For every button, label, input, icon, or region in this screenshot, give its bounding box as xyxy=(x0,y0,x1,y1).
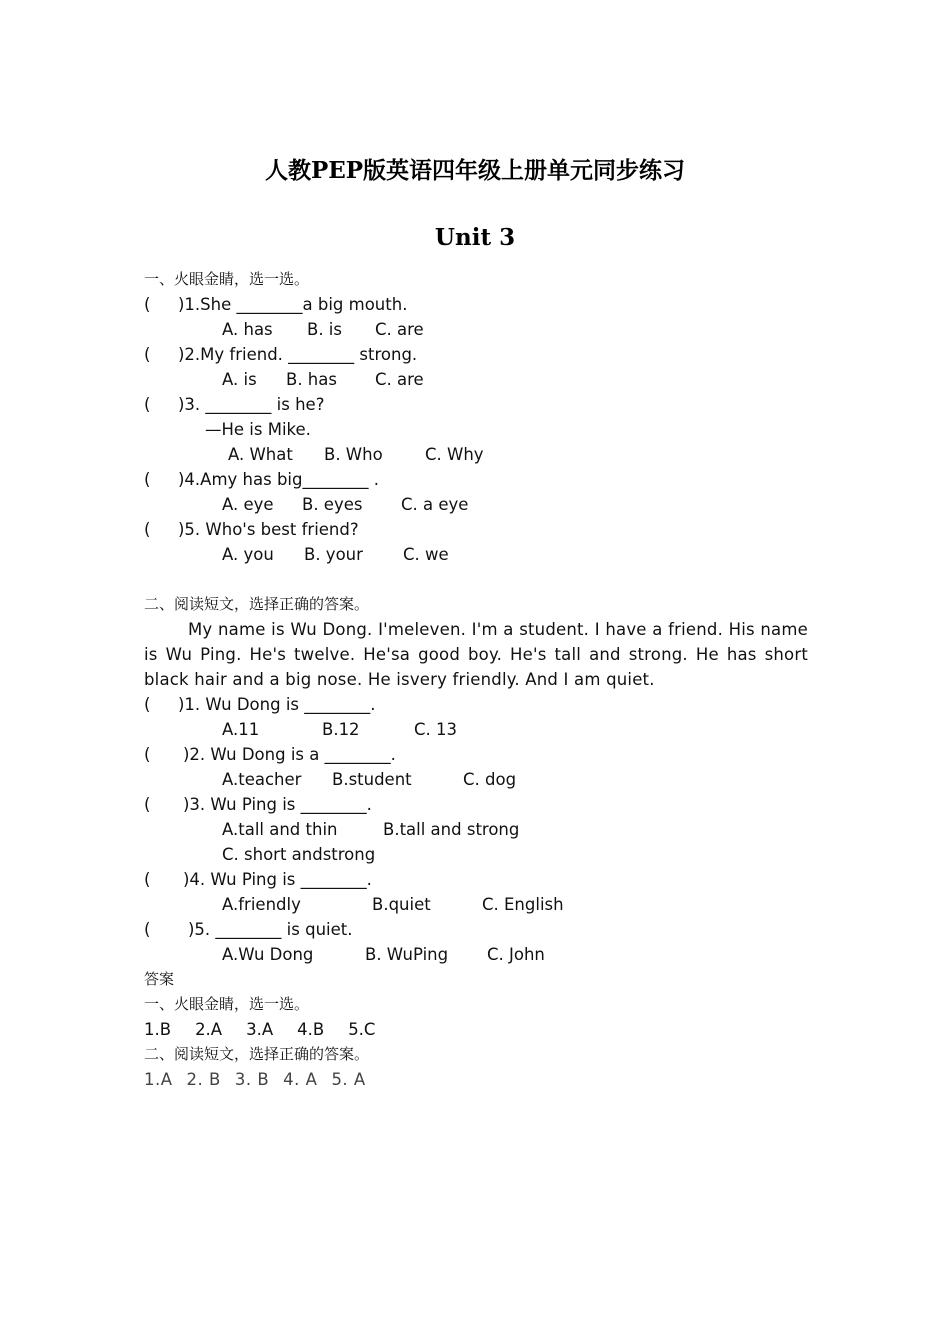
option-c: C. Why xyxy=(425,445,484,464)
option-b: B.12 xyxy=(322,720,360,739)
question-stem: )1.She ________a big mouth. xyxy=(178,295,408,314)
option-b: B.quiet xyxy=(372,895,431,914)
question xyxy=(144,742,808,767)
option-a: A.friendly xyxy=(222,895,301,914)
question-stem: )4.Amy has big________ . xyxy=(178,470,379,489)
answers-section1 xyxy=(144,1017,808,1042)
question-options-cont xyxy=(144,842,808,867)
option-a: A.tall and thin xyxy=(222,820,338,839)
section1-heading: 一、火眼金睛，选一选。 xyxy=(144,270,310,288)
section2-heading: 二、阅读短文，选择正确的答案。 xyxy=(144,595,370,613)
answer-bracket: ( xyxy=(144,695,151,714)
answers-section2-heading: 二、阅读短文，选择正确的答案。 xyxy=(144,1045,370,1063)
question xyxy=(144,692,808,717)
dialogue-answer: —He is Mike. xyxy=(205,420,311,439)
answer-bracket: ( xyxy=(144,870,151,889)
question-stem: )2.My friend. ________ strong. xyxy=(178,345,418,364)
question xyxy=(144,792,808,817)
option-c: C. 13 xyxy=(414,720,458,739)
option-c: C. are xyxy=(375,320,424,339)
answer-key-item: 4. A xyxy=(283,1070,318,1089)
answers-heading: 答案 xyxy=(144,970,175,988)
answer-key-item: 3.A xyxy=(246,1020,274,1039)
page-title: 人教PEP版英语四年级上册单元同步练习 xyxy=(264,157,686,184)
option-b: B. eyes xyxy=(302,495,363,514)
answer-bracket: ( xyxy=(144,295,151,314)
question xyxy=(144,342,808,367)
answer-key-item: 2. B xyxy=(186,1070,221,1089)
question-options xyxy=(144,892,808,917)
option-a: A. is xyxy=(222,370,257,389)
option-b: B. has xyxy=(286,370,337,389)
option-b: B.tall and strong xyxy=(383,820,520,839)
answer-bracket: ( xyxy=(144,470,151,489)
question-options xyxy=(144,317,808,342)
question xyxy=(144,867,808,892)
question xyxy=(144,517,808,542)
option-a: A. eye xyxy=(222,495,274,514)
option-c: C. a eye xyxy=(401,495,469,514)
option-a: A.Wu Dong xyxy=(222,945,314,964)
question-options xyxy=(144,817,808,842)
question xyxy=(144,392,808,417)
reading-passage: My name is Wu Dong. I'meleven. I'm a student. I have a friend. His name is Wu Ping. He's twelve. He'sa good boy. He's tall and strong. He has short black hair and a big nose. He isvery friendly. And I am quiet. xyxy=(144,620,808,689)
option-a: A. What xyxy=(228,445,293,464)
option-b: B. Who xyxy=(324,445,383,464)
answer-key-item: 3. B xyxy=(234,1070,270,1089)
question-options xyxy=(144,717,808,742)
question-stem: )5. ________ is quiet. xyxy=(188,920,353,939)
question-stem: )3. Wu Ping is ________. xyxy=(183,795,372,814)
option-c: C. dog xyxy=(463,770,517,789)
option-b: B. is xyxy=(307,320,342,339)
worksheet-content xyxy=(144,267,808,1092)
question-stem: )2. Wu Dong is a ________. xyxy=(183,745,396,764)
option-b: B. WuPing xyxy=(365,945,449,964)
question-options xyxy=(144,767,808,792)
option-a: A.11 xyxy=(222,720,260,739)
option-a: A. you xyxy=(222,545,274,564)
answer-bracket: ( xyxy=(144,345,151,364)
question-options xyxy=(144,542,808,567)
option-a: A. has xyxy=(222,320,273,339)
question-stem: )3. ________ is he? xyxy=(178,395,325,414)
question-options xyxy=(144,442,808,467)
answer-bracket: ( xyxy=(144,795,151,814)
option-c: C. John xyxy=(487,945,545,964)
option-c: C. we xyxy=(403,545,449,564)
question-stem: )4. Wu Ping is ________. xyxy=(183,870,372,889)
answer-key-item: 1.B xyxy=(144,1020,172,1039)
question-options xyxy=(144,942,808,967)
answer-bracket: ( xyxy=(144,745,151,764)
question-sub xyxy=(144,417,808,442)
answer-bracket: ( xyxy=(144,920,151,939)
answer-bracket: ( xyxy=(144,520,151,539)
option-c: C. English xyxy=(482,895,564,914)
option-b: B. your xyxy=(304,545,363,564)
answer-key-item: 4.B xyxy=(297,1020,325,1039)
question xyxy=(144,292,808,317)
answers-section2 xyxy=(144,1067,808,1092)
question xyxy=(144,467,808,492)
option-a: A.teacher xyxy=(222,770,302,789)
spacer xyxy=(144,567,808,592)
question xyxy=(144,917,808,942)
question-stem: )5. Who's best friend? xyxy=(178,520,359,539)
question-options xyxy=(144,492,808,517)
answer-key-item: 2.A xyxy=(195,1020,223,1039)
answers-section1-heading: 一、火眼金睛，选一选。 xyxy=(144,995,310,1013)
answer-key-item: 1.A xyxy=(144,1070,173,1089)
answer-key-item: 5.C xyxy=(348,1020,376,1039)
option-c: C. are xyxy=(375,370,424,389)
unit-title: Unit 3 xyxy=(434,224,516,251)
option-c: C. short andstrong xyxy=(222,845,376,864)
question-stem: )1. Wu Dong is ________. xyxy=(178,695,376,714)
answer-bracket: ( xyxy=(144,395,151,414)
answer-key-item: 5. A xyxy=(331,1070,366,1089)
option-b: B.student xyxy=(332,770,412,789)
question-options xyxy=(144,367,808,392)
